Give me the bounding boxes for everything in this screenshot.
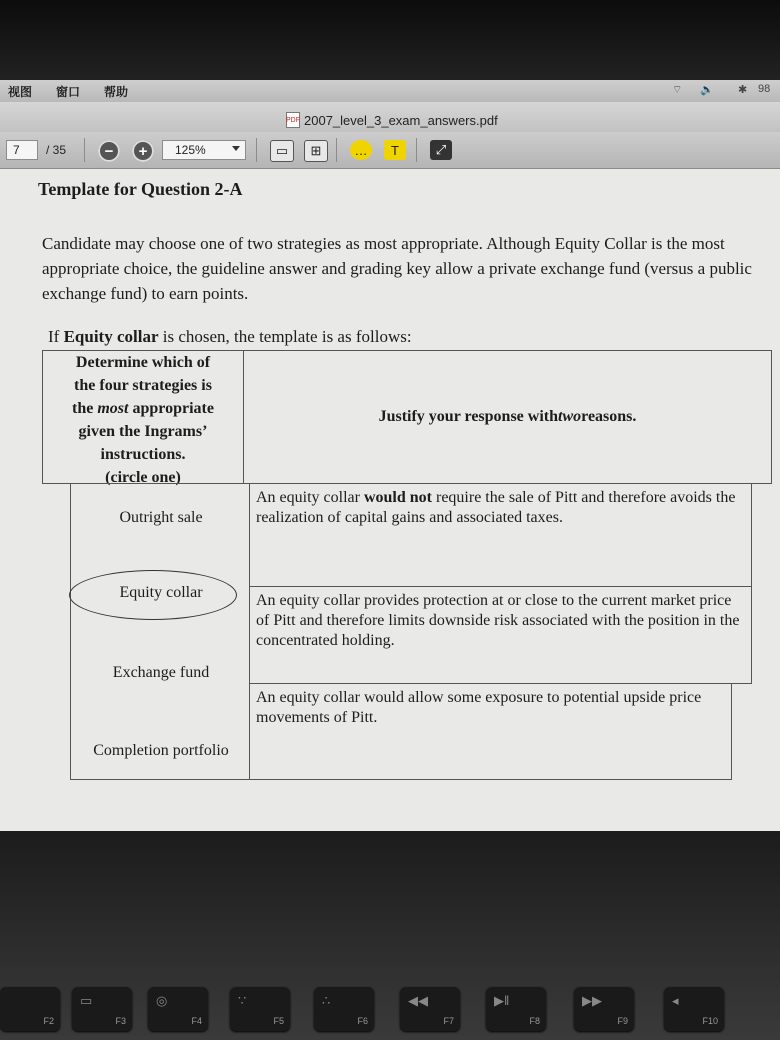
table-header-left — [42, 350, 244, 484]
page-total: / 35 — [46, 143, 67, 157]
chevron-down-icon[interactable] — [232, 146, 240, 151]
option-completion-portfolio: Completion portfolio — [93, 742, 229, 759]
table-header-right — [243, 350, 772, 484]
zoom-out-button[interactable]: − — [98, 140, 120, 162]
intro-prefix: If — [48, 327, 64, 346]
toolbar-divider — [84, 138, 85, 162]
key-label: F5 — [273, 1016, 284, 1026]
key-f6[interactable] — [314, 987, 374, 1031]
header-italic: two — [558, 408, 582, 425]
reason-cell-2: An equity collar provides protection at or close to the current market price of Pitt and therefore limits downside risk associated with the position in the concentrated holding. — [249, 586, 752, 684]
key-label: F7 — [443, 1016, 454, 1026]
screen-bezel — [0, 0, 780, 82]
zoom-level-value: 125% — [175, 143, 206, 157]
selected-option-circle — [69, 570, 237, 620]
document-filename: 2007_level_3_exam_answers.pdf — [304, 112, 498, 128]
header-left-line: the four strategies is — [74, 377, 212, 394]
fast-forward-icon: ▶▶ — [582, 993, 602, 1008]
intro-bold: Equity collar — [63, 327, 159, 346]
function-key-row — [0, 985, 780, 1040]
key-label: F9 — [617, 1016, 628, 1026]
header-text: appropriate — [128, 400, 214, 417]
question-heading: Template for Question 2-A — [38, 179, 243, 199]
intro-suffix: is chosen, the template is as follows: — [158, 327, 412, 346]
key-f9[interactable] — [574, 987, 634, 1031]
header-left-line: given the Ingrams’ — [78, 423, 208, 440]
header-left-line — [43, 397, 243, 420]
fullscreen-icon[interactable]: ⤢ — [430, 140, 452, 160]
key-f7[interactable] — [400, 987, 460, 1031]
mission-control-icon: ▭ — [80, 993, 93, 1008]
key-label: F3 — [115, 1016, 126, 1026]
key-f2[interactable] — [0, 987, 60, 1031]
zoom-in-button[interactable]: + — [132, 140, 154, 162]
header-text: the — [72, 400, 98, 417]
header-left-line: instructions. — [100, 446, 186, 463]
key-f10[interactable] — [664, 987, 724, 1031]
launchpad-icon: ◎ — [156, 993, 168, 1008]
annotate-text-icon[interactable]: T — [384, 140, 406, 160]
reason-text: require the sale of Pitt and therefore avoids the realization of capital gains and associated taxes. — [256, 489, 736, 526]
toolbar — [0, 132, 780, 169]
template-intro — [48, 327, 412, 347]
pdf-page — [0, 169, 780, 831]
menu-view[interactable]: 视图 — [8, 85, 33, 99]
toolbar-divider — [256, 138, 257, 162]
fit-width-icon[interactable]: ⊞ — [304, 140, 328, 162]
play-pause-icon: ▶ǁ — [494, 993, 510, 1008]
window-title — [286, 112, 498, 128]
toolbar-divider — [416, 138, 417, 162]
key-label: F4 — [191, 1016, 202, 1026]
header-italic: most — [97, 400, 129, 417]
answer-template-table — [52, 350, 772, 780]
mute-icon: ◂ — [672, 993, 679, 1008]
reason-bold: would not — [363, 489, 432, 506]
reason-text: An equity collar — [256, 489, 364, 506]
reason-cell-3: An equity collar would allow some exposure to potential upside price movements of Pitt. — [249, 683, 732, 780]
wifi-icon[interactable]: ⌔ — [672, 84, 683, 96]
comment-icon[interactable]: … — [350, 140, 372, 160]
option-exchange-fund: Exchange fund — [112, 664, 210, 681]
key-label: F10 — [702, 1016, 718, 1026]
menu-window[interactable]: 窗口 — [56, 85, 81, 99]
key-f5[interactable] — [230, 987, 290, 1031]
key-label: F2 — [43, 1016, 54, 1026]
key-f3[interactable] — [72, 987, 132, 1031]
intro-paragraph: Candidate may choose one of two strategies as most appropriate. Although Equity Collar is the most appropriate choice, the guideline answer and grading key allow a private exchange fund (versus a public exchange fund) to earn points. — [42, 234, 752, 303]
menu-help[interactable]: 帮助 — [104, 85, 129, 99]
pdf-file-icon: PDF — [286, 112, 300, 128]
header-left-line: (circle one) — [105, 469, 181, 486]
bluetooth-icon[interactable]: ✱ — [738, 84, 748, 96]
backlight-down-icon: ∵ — [238, 993, 247, 1008]
key-label: F8 — [529, 1016, 540, 1026]
header-text: reasons. — [581, 408, 637, 425]
option-equity-collar: Equity collar — [119, 584, 203, 601]
backlight-up-icon: ∴ — [322, 993, 331, 1008]
window-title-bar — [0, 102, 780, 132]
key-f4[interactable] — [148, 987, 208, 1031]
key-f8[interactable] — [486, 987, 546, 1031]
battery-level[interactable]: 98 — [758, 83, 771, 95]
volume-icon[interactable]: 🔈 — [700, 84, 714, 96]
reason-cell-1 — [249, 483, 752, 587]
header-left-line: Determine which of — [75, 354, 211, 371]
toolbar-divider — [336, 138, 337, 162]
menu-bar — [0, 80, 780, 102]
key-label: F6 — [357, 1016, 368, 1026]
fit-page-icon[interactable]: ▭ — [270, 140, 294, 162]
rewind-icon: ◀◀ — [408, 993, 428, 1008]
page-number-input[interactable]: 7 — [6, 140, 38, 160]
header-text: Justify your response with — [378, 408, 559, 425]
zoom-level-select[interactable] — [162, 140, 246, 160]
strategy-options-cell — [70, 483, 250, 780]
option-outright-sale: Outright sale — [119, 509, 203, 526]
